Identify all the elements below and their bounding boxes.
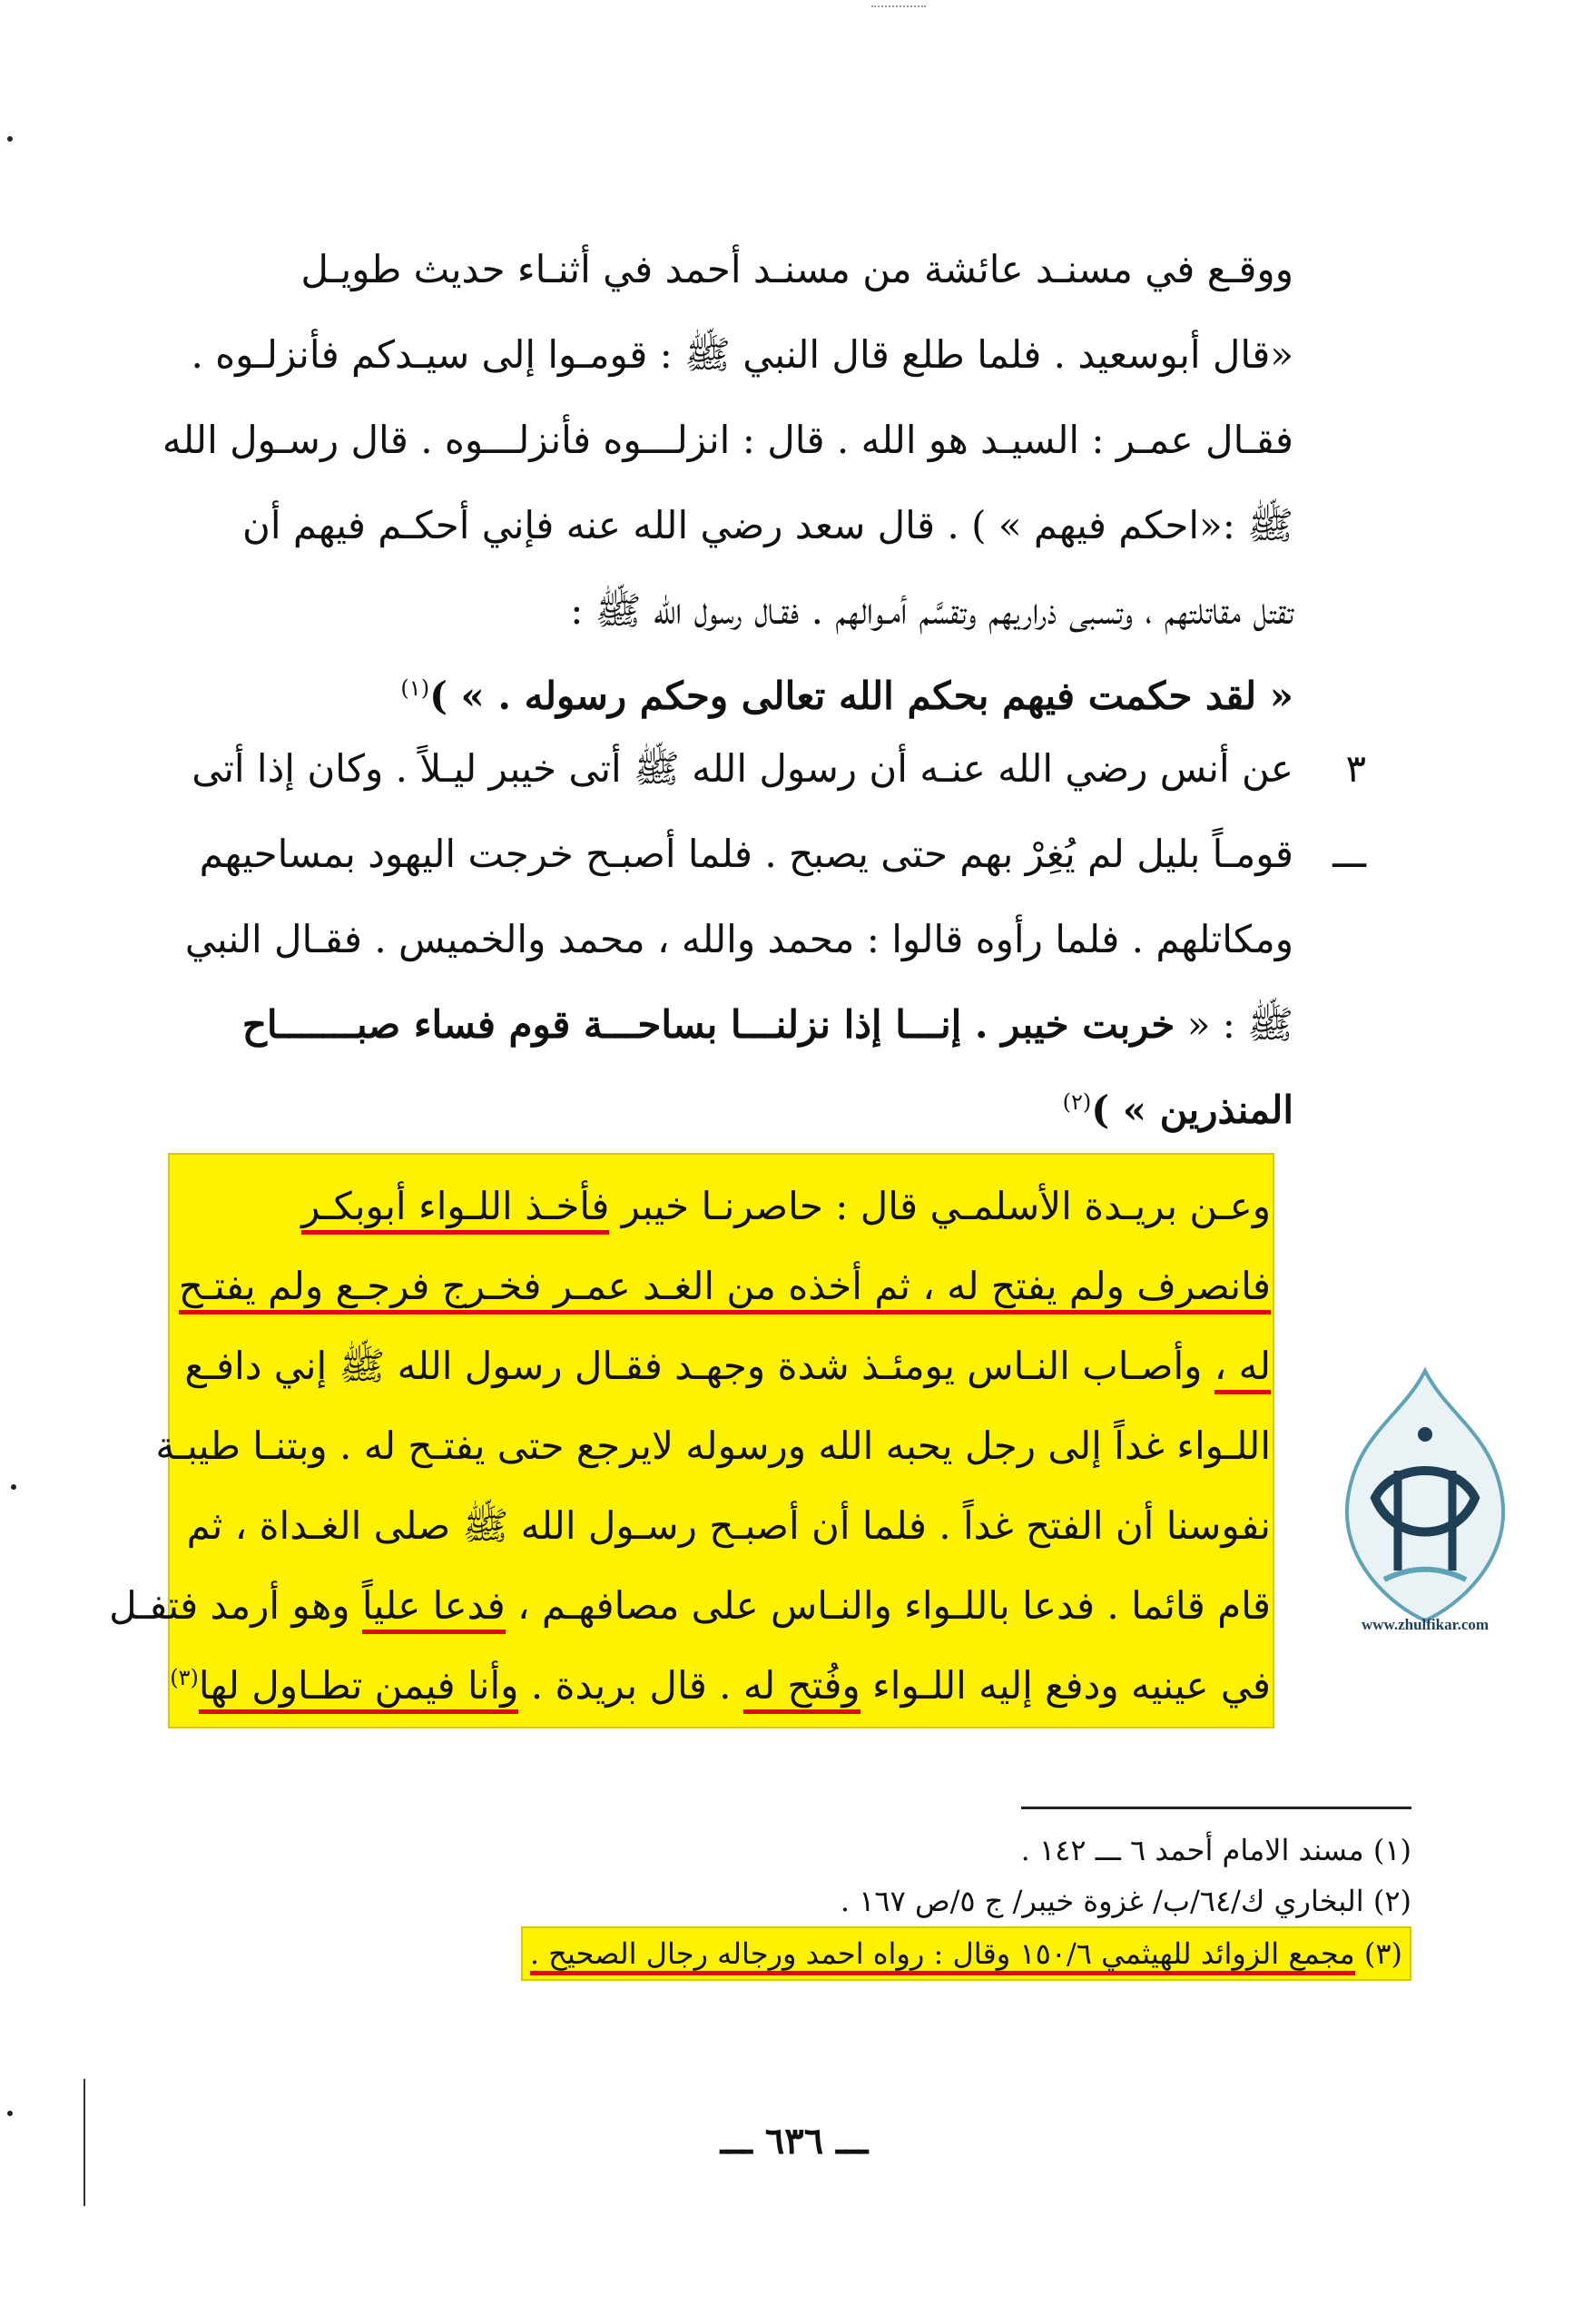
text-segment: في عينيه ودفع إليه اللـواء	[860, 1663, 1271, 1708]
text-segment: . قال بريدة .	[518, 1663, 743, 1708]
margin-dot	[11, 1484, 16, 1490]
underlined-text: فدعا علياً	[362, 1583, 506, 1634]
highlighted-footnote	[521, 1926, 1411, 1981]
text-line: قومـاً بليل لم يُغِرْ بهم حتى يصبح . فلما أصبـح خرجت اليهود بمساحيهم	[199, 832, 1293, 876]
footnote-text: مسند الامام أحمد ٦ ـــ ١٤٢ .	[1020, 1833, 1364, 1867]
margin-rule	[84, 2079, 85, 2206]
text-line	[241, 982, 1293, 1068]
margin-dot	[7, 2111, 13, 2116]
paragraph-anas-hadith	[184, 726, 1293, 1153]
footnote-item	[322, 1825, 1411, 1876]
paragraph-buraida-hadith	[109, 1167, 1271, 1726]
text-line: نفوسنا أن الفتح غداً . فلما أن أصبـح رسـول الله ﷺ صلى الغـداة ، ثم	[186, 1503, 1271, 1548]
text-line	[172, 1326, 1271, 1406]
text-line: ووقـع في مسنـد عائشة من مسنـد أحمد في أثنـاء حديث طويـل	[300, 247, 1293, 291]
text-segment: وأصـاب النـاس يومئـذ شدة وجهـد فقـال رسول الله ﷺ إني دافـع	[184, 1344, 1214, 1388]
footnote-ref: (١)	[400, 675, 430, 701]
text-line	[295, 1068, 1293, 1153]
text-line: فقـال عمـر : السيـد هو الله . قال : انزلـــوه فأنزلـــوه . قال رسـول الله	[162, 418, 1293, 462]
paragraph-aisha-hadith	[162, 227, 1293, 739]
footnotes	[322, 1825, 1411, 1981]
footnote-text: مجمع الزوائد للهيثمي ١٥٠/٦ وقال : رواه احمد ورجاله رجال الصحيح .	[530, 1936, 1355, 1975]
item-number: ٣ ـــ	[1332, 746, 1366, 876]
text-line: اللـواء غداً إلى رجل يحبه الله ورسوله لايرجع حتى يفتـح له . وبتنـا طيبـة	[155, 1423, 1271, 1468]
page-number: ـــ ٦٣٦ ـــ	[720, 2120, 869, 2162]
text-segment: وهو أرمد فتفـل	[109, 1583, 362, 1628]
text-segment: قام قائما . فدعا باللـواء والنـاس على مصافهـم ،	[505, 1583, 1271, 1628]
underlined-text: وأنا فيمن تطـاول لها	[199, 1663, 519, 1714]
top-scan-mark	[871, 5, 926, 11]
footnote-item	[322, 1926, 1411, 1981]
footnote-rule	[1021, 1807, 1411, 1809]
footnote-number: (١)	[1372, 1833, 1411, 1867]
footnote-text: البخاري ك/٦٤/ب/ غزوة خيبر/ ج ٥/ص ١٦٧ .	[840, 1884, 1364, 1918]
bold-quote: « لقد حكمت فيهم بحكم الله تعالى وحكم رسوله . » )	[429, 674, 1293, 718]
margin-dot	[7, 136, 13, 142]
text-line: عن أنس رضي الله عنـه أن رسول الله ﷺ أتى خيبر ليـلاً . وكان إذا أتى	[192, 746, 1293, 791]
footnote-ref: (٢)	[1062, 1089, 1092, 1115]
underlined-text: وفُتح له	[743, 1663, 860, 1714]
text-line: ومكاتلهم . فلما رأوه قالوا : محمد والله ، محمد والخميس . فقـال النبي	[184, 917, 1293, 961]
bold-quote: المنذرين » )	[1091, 1088, 1293, 1132]
zhulfikar-logo	[1321, 1362, 1529, 1634]
text-line: ﷺ :«احكم فيهم » ) . قال سعد رضي الله عنه فإني أحكـم فيهم أن	[242, 503, 1293, 547]
text-line	[172, 1646, 1271, 1726]
footnote-number: (٣)	[1363, 1936, 1402, 1971]
text-segment: وعـن بريـدة الأسلمـي قال : حاصرنـا خيبر	[609, 1184, 1271, 1228]
bold-quote: خربت خيبر . إنـــا إذا نزلنـــا بساحـــة قوم فساء صبـــــــاح	[241, 1002, 1175, 1047]
footnote-number: (٢)	[1372, 1884, 1411, 1918]
text-line	[172, 1167, 1271, 1246]
text-line	[172, 1246, 1271, 1326]
footnote-item	[322, 1876, 1411, 1926]
underlined-text: فانصرف ولم يفتح له ، ثم أخذه من الغـد عمـر فخـرج فرجـع ولم يفتـح	[179, 1264, 1271, 1315]
footnote-ref: (٣)	[170, 1665, 199, 1690]
underlined-text: فأخـذ اللـواء أبوبكـر	[301, 1184, 609, 1235]
underlined-text: له ،	[1214, 1344, 1271, 1394]
text-segment: ﷺ : «	[1186, 1002, 1293, 1047]
text-line	[109, 1566, 1271, 1646]
text-line: تقتل مقاتلتهم ، وتسبى ذراريهم وتقسَّم أمـوالهم . فقـال رسول الله ﷺ :	[570, 588, 1293, 633]
logo-url-text: www.zhulfikar.com	[1361, 1616, 1490, 1633]
text-line: «قال أبوسعيد . فلما طلع قال النبي ﷺ : قومـوا إلى سيـدكم فأنزلـوه .	[191, 332, 1293, 377]
